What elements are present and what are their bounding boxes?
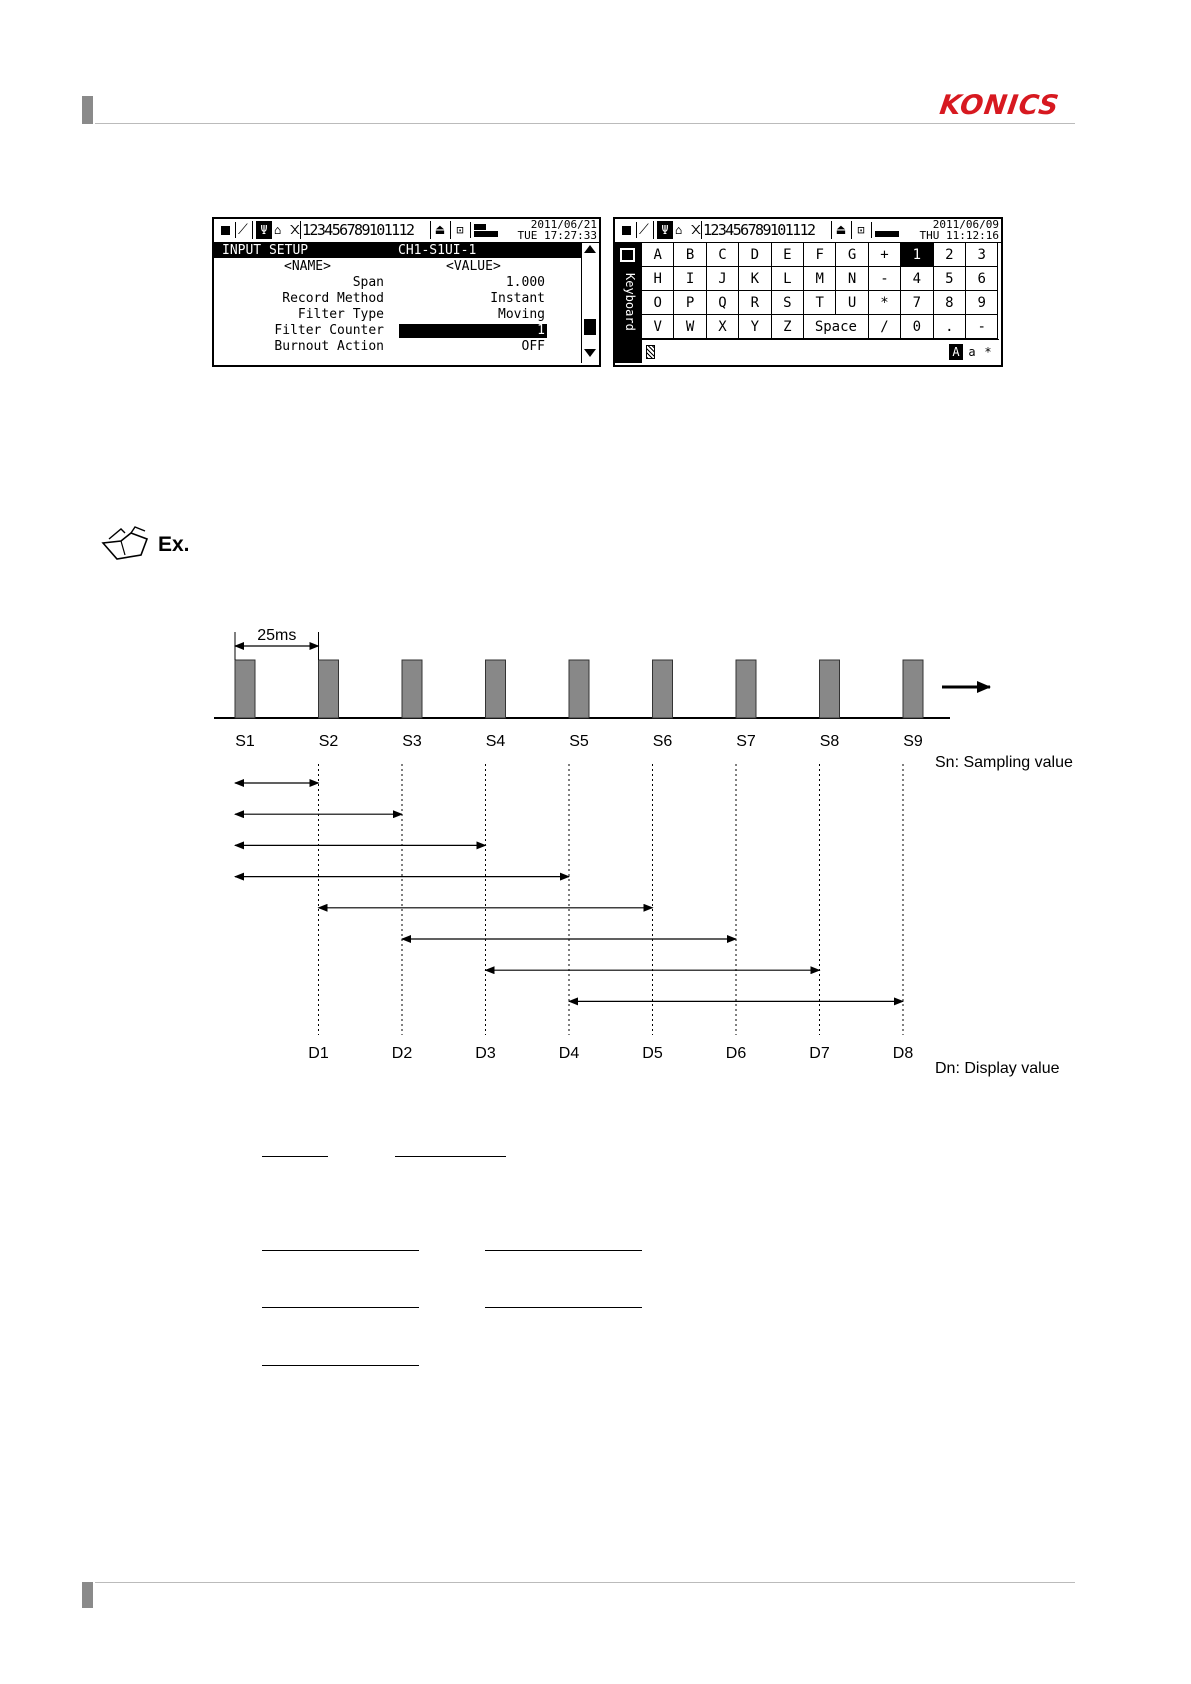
display-label: D1	[308, 1045, 329, 1062]
key-F[interactable]: F	[804, 243, 836, 267]
display-label: D6	[725, 1045, 747, 1062]
key-2[interactable]: 2	[934, 243, 966, 267]
sample-bar	[235, 660, 255, 718]
sample-label: S5	[569, 733, 589, 750]
alarm-icon: ᙭	[290, 223, 300, 237]
setting-name: Filter Type	[297, 307, 384, 322]
scroll-up-icon[interactable]	[584, 245, 596, 253]
key-U[interactable]: U	[836, 291, 868, 315]
timing-diagram	[0, 620, 1191, 1090]
setting-row[interactable]	[214, 339, 581, 355]
eject-icon[interactable]: ⏏	[430, 221, 449, 239]
setting-row[interactable]	[214, 291, 581, 307]
display-label: D3	[475, 1045, 496, 1062]
mode-key[interactable]: a	[968, 345, 976, 359]
key-D[interactable]: D	[739, 243, 771, 267]
input-setup-screen	[212, 217, 601, 367]
key--[interactable]: -	[869, 267, 901, 291]
mode-key[interactable]: A	[949, 344, 963, 360]
key-0[interactable]: 0	[901, 315, 933, 339]
status-date: 2011/06/21	[530, 218, 597, 231]
stop-icon[interactable]	[618, 222, 637, 238]
unlock-icon: ⊡	[450, 221, 469, 239]
display-legend: Dn: Display value	[935, 1060, 1060, 1077]
display-label: D7	[809, 1045, 830, 1062]
key-6[interactable]: 6	[966, 267, 998, 291]
status-time: TUE 17:27:33	[517, 229, 597, 242]
key-4[interactable]: 4	[901, 267, 933, 291]
header-rule	[95, 123, 1075, 124]
title-row	[214, 243, 581, 258]
lock-icon: ⌂	[675, 223, 683, 237]
key-S[interactable]: S	[772, 291, 804, 315]
sample-legend: Sn: Sampling value	[935, 754, 1073, 771]
channel-id: CH1-S1UI-1	[398, 243, 477, 258]
key-9[interactable]: 9	[966, 291, 998, 315]
sample-label: S7	[736, 733, 756, 750]
keyboard-side-panel	[615, 243, 642, 363]
display-label: D5	[642, 1045, 663, 1062]
key-P[interactable]: P	[674, 291, 706, 315]
footer-rule	[95, 1582, 1075, 1583]
keyboard-label: Keyboard	[623, 273, 637, 331]
sample-bar	[820, 660, 840, 718]
key-I[interactable]: I	[674, 267, 706, 291]
scrollbar[interactable]	[581, 243, 598, 363]
display-label: D2	[391, 1045, 413, 1062]
status-date: 2011/06/09	[932, 218, 999, 231]
key-Space[interactable]: Space	[804, 315, 869, 339]
keyboard-screen	[613, 217, 1003, 367]
sample-label: S8	[819, 733, 840, 750]
channel-indicators: 123456789101112	[302, 221, 414, 239]
key-H[interactable]: H	[642, 267, 674, 291]
setting-name: Span	[352, 275, 384, 290]
usb-icon: Ψ	[657, 221, 673, 239]
key-O[interactable]: O	[642, 291, 674, 315]
key--[interactable]: -	[966, 315, 998, 339]
memory-icon: ⟋	[639, 221, 654, 239]
display-label: D8	[892, 1045, 914, 1062]
key-Y[interactable]: Y	[739, 315, 771, 339]
mode-keys	[949, 344, 995, 360]
status-time: THU 11:12:16	[919, 229, 999, 242]
sample-label: S9	[903, 733, 923, 750]
setting-name: Burnout Action	[274, 339, 384, 354]
key-B[interactable]: B	[674, 243, 706, 267]
stop-icon[interactable]	[217, 222, 236, 238]
sample-bar	[653, 660, 673, 718]
sample-bar	[736, 660, 756, 718]
key-8[interactable]: 8	[934, 291, 966, 315]
key-*[interactable]: *	[869, 291, 901, 315]
key-E[interactable]: E	[772, 243, 804, 267]
key-X[interactable]: X	[707, 315, 739, 339]
scroll-down-icon[interactable]	[584, 349, 596, 357]
key-5[interactable]: 5	[934, 267, 966, 291]
key-J[interactable]: J	[707, 267, 739, 291]
sample-bar	[319, 660, 339, 718]
setting-name: Record Method	[282, 291, 384, 306]
setting-row[interactable]	[214, 323, 581, 339]
key-+[interactable]: +	[869, 243, 901, 267]
key-G[interactable]: G	[836, 243, 868, 267]
brand-logo: KONICS	[937, 90, 1062, 121]
key-V[interactable]: V	[642, 315, 674, 339]
key-T[interactable]: T	[804, 291, 836, 315]
key-N[interactable]: N	[836, 267, 868, 291]
key-K[interactable]: K	[739, 267, 771, 291]
eject-icon[interactable]: ⏏	[831, 221, 850, 239]
setting-row[interactable]	[214, 307, 581, 323]
sample-label: S3	[402, 733, 422, 750]
name-column-header: <NAME>	[284, 259, 331, 274]
blank-line	[262, 1250, 419, 1251]
setting-name: Filter Counter	[274, 323, 384, 338]
blank-line	[395, 1156, 506, 1157]
key-Q[interactable]: Q	[707, 291, 739, 315]
key-W[interactable]: W	[674, 315, 706, 339]
key-.[interactable]: .	[934, 315, 966, 339]
key-R[interactable]: R	[739, 291, 771, 315]
mode-key[interactable]: *	[984, 345, 992, 359]
setting-value[interactable]: Instant	[490, 291, 545, 306]
blank-line	[485, 1250, 642, 1251]
setting-value[interactable]: 1	[399, 324, 547, 338]
display-label: D4	[558, 1045, 580, 1062]
battery-icon	[871, 222, 902, 238]
settings-list	[214, 275, 581, 363]
key-/[interactable]: /	[869, 315, 901, 339]
notebook-icon	[101, 525, 149, 565]
scroll-thumb[interactable]	[584, 319, 596, 335]
value-column-header: <VALUE>	[446, 259, 501, 274]
header-bar	[82, 96, 93, 124]
setting-value[interactable]: OFF	[521, 339, 545, 354]
sample-bar	[903, 660, 923, 718]
memory-icon: ⟋	[238, 221, 253, 239]
key-A[interactable]: A	[642, 243, 674, 267]
blank-line	[262, 1156, 328, 1157]
channel-indicators: 123456789101112	[703, 221, 815, 239]
text-cursor	[646, 345, 655, 359]
blank-line	[262, 1307, 419, 1308]
setting-value[interactable]: Moving	[498, 307, 545, 322]
setting-value[interactable]: 1.000	[505, 275, 545, 290]
setting-row[interactable]	[214, 275, 581, 291]
battery-icon	[470, 222, 501, 238]
key-L[interactable]: L	[772, 267, 804, 291]
key-M[interactable]: M	[804, 267, 836, 291]
status-bar	[214, 219, 599, 243]
sample-label: S4	[485, 733, 506, 750]
interval-label: 25ms	[257, 627, 297, 644]
blank-line	[262, 1365, 419, 1366]
sample-bar	[402, 660, 422, 718]
footer-bar	[82, 1582, 93, 1608]
example-label: Ex.	[158, 533, 190, 556]
blank-line	[485, 1307, 642, 1308]
key-3[interactable]: 3	[966, 243, 998, 267]
key-C[interactable]: C	[707, 243, 739, 267]
screen-title: INPUT SETUP	[222, 243, 309, 258]
sample-label: S6	[652, 733, 673, 750]
keyboard-close-button[interactable]	[620, 248, 635, 262]
status-bar	[615, 219, 1001, 243]
usb-icon: Ψ	[256, 221, 272, 239]
sample-label: S1	[235, 733, 255, 750]
sample-label: S2	[318, 733, 339, 750]
alarm-icon: ᙭	[691, 223, 701, 237]
keyboard-grid	[642, 243, 999, 339]
sample-bar	[569, 660, 589, 718]
key-7[interactable]: 7	[901, 291, 933, 315]
unlock-icon: ⊡	[851, 221, 870, 239]
sample-bar	[486, 660, 506, 718]
text-input-line[interactable]	[642, 339, 999, 364]
key-Z[interactable]: Z	[772, 315, 804, 339]
key-1[interactable]: 1	[901, 243, 933, 267]
lock-icon: ⌂	[274, 223, 282, 237]
